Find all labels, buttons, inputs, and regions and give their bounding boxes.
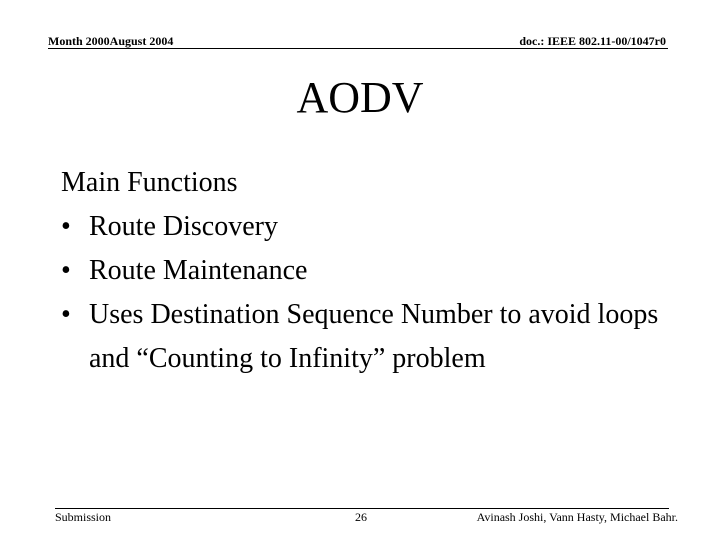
bullet-text: Uses Destination Sequence Number to avoid loops and “Counting to Infinity” problem [89,299,659,374]
footer-authors: Avinash Joshi, Vann Hasty, Michael Bahr. [476,510,678,524]
bullet-text: Route Maintenance [89,255,308,286]
header-divider [48,48,668,49]
bullet-list [61,205,701,381]
list-item [61,249,689,293]
bullet-icon: • [61,211,71,242]
footer-divider [55,508,669,509]
header-date: Month 2000August 2004 [48,34,174,48]
list-item [61,205,689,249]
slide-body [61,161,701,381]
header-doc-id: doc.: IEEE 802.11-00/1047r0 [519,34,666,48]
bullet-text: Route Discovery [89,211,278,242]
footer-submission: Submission [55,510,112,524]
body-intro: Main Functions [61,167,238,198]
bullet-icon: • [61,255,71,286]
page-number: 26 [355,510,367,524]
slide-title: AODV [296,73,424,122]
list-item [61,293,689,381]
bullet-icon: • [61,299,71,330]
